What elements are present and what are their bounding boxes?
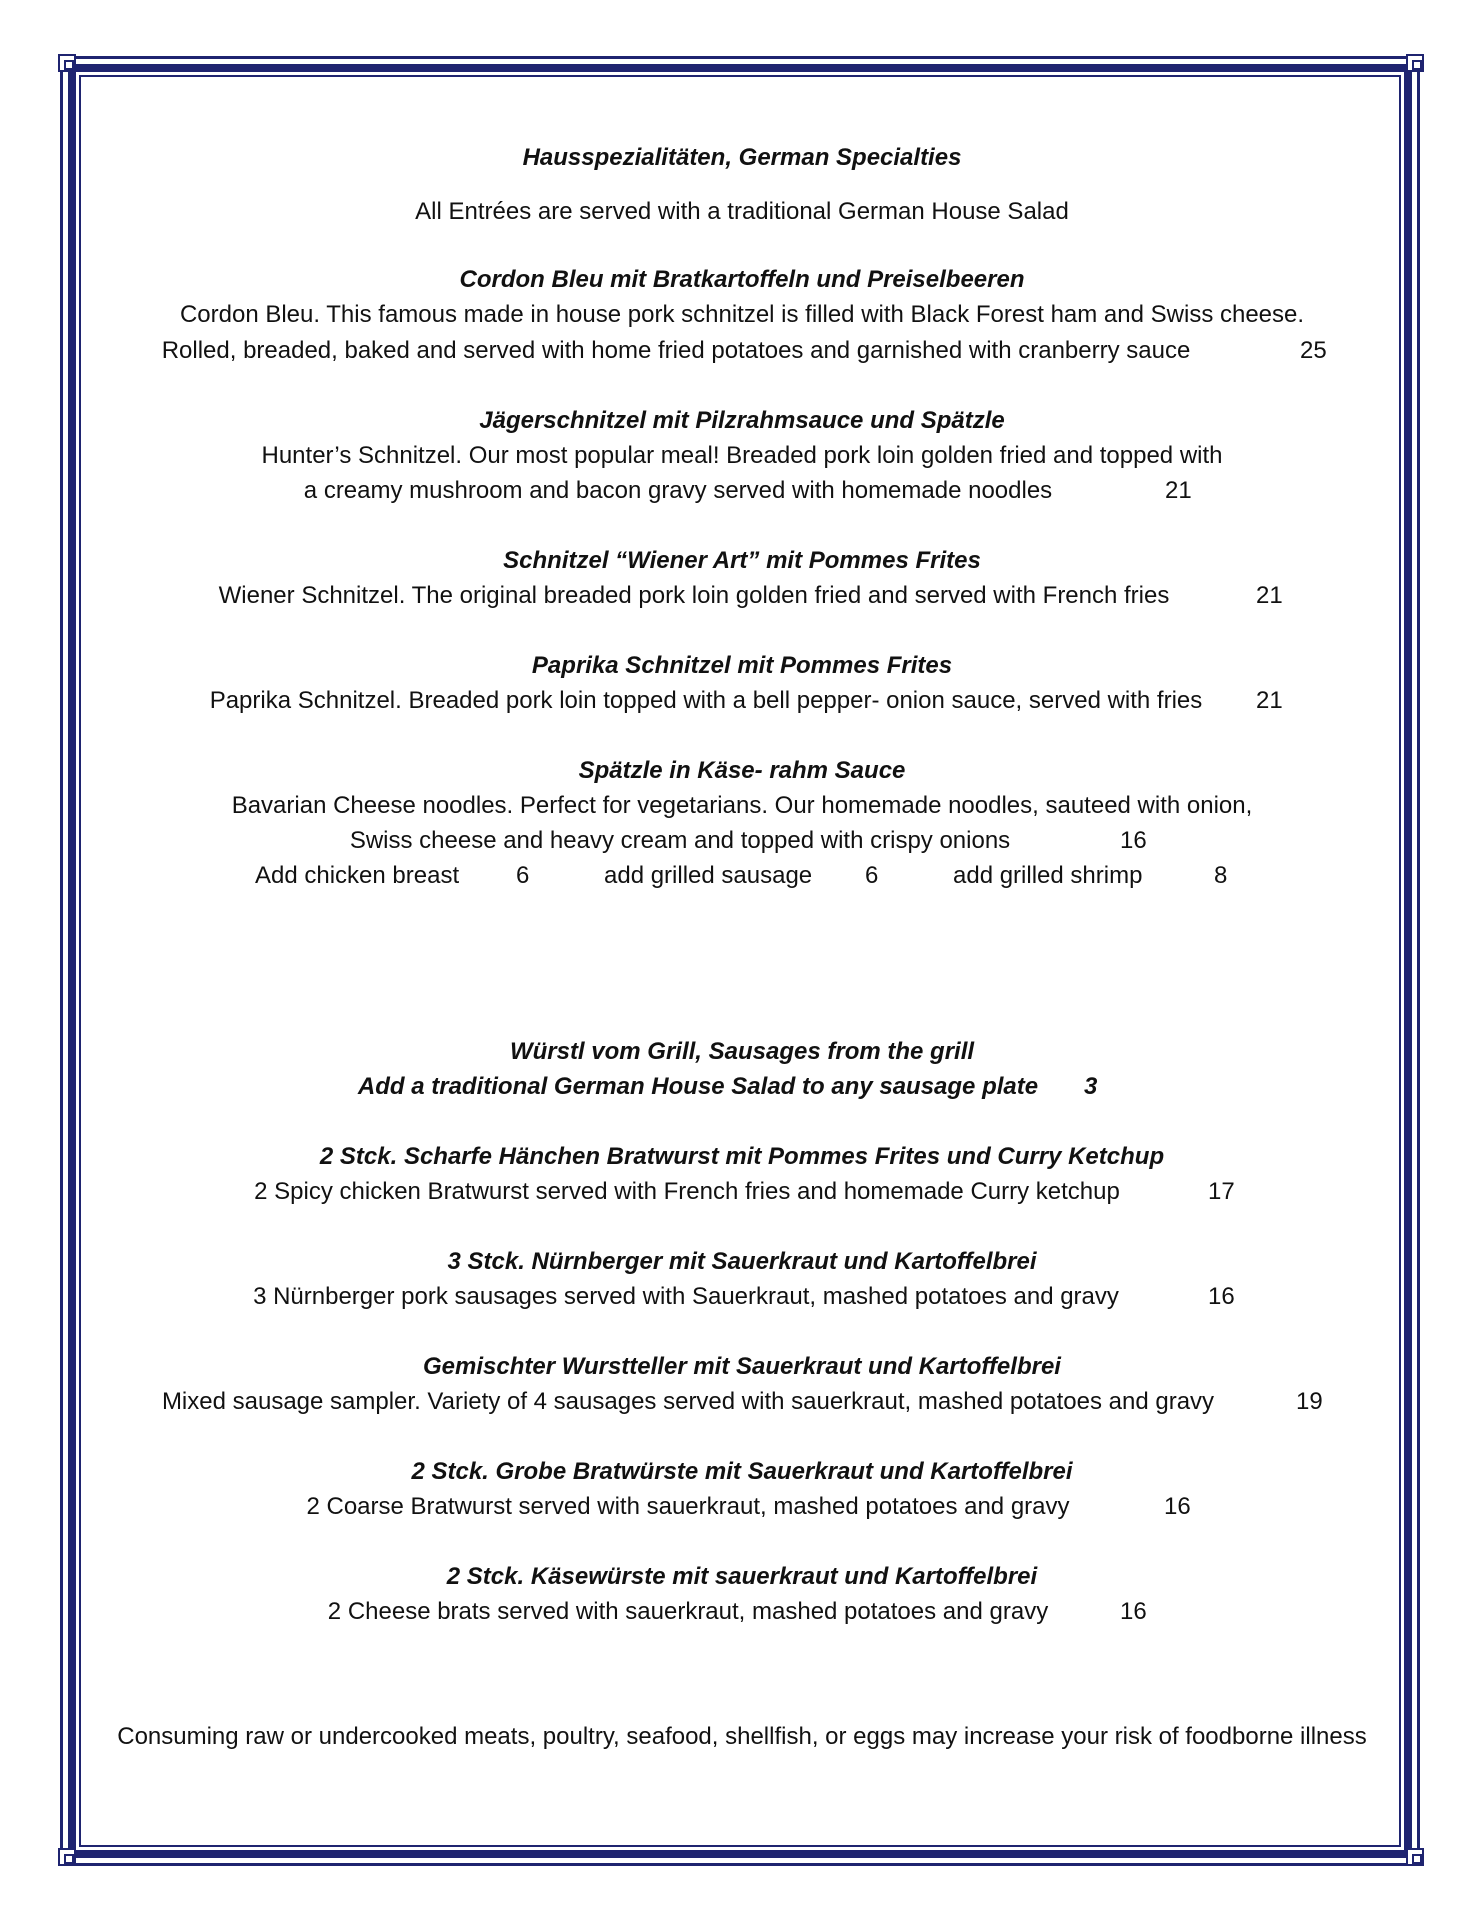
menu-item-description: Hunter’s Schnitzel. Our most popular meal! Breaded pork loin golden fried and topped with — [261, 442, 1223, 469]
menu-item-title: Spätzle in Käse- rahm Sauce — [578, 757, 906, 784]
sausages-subheading: Add a traditional German House Salad to any sausage plate — [357, 1073, 1039, 1100]
menu-item-description: Rolled, breaded, baked and served with home fried potatoes and garnished with cranberry sauce — [161, 337, 1191, 364]
corner-ornament-top-left — [58, 54, 76, 72]
menu-item-price: 25 — [1300, 337, 1327, 364]
menu-item-title: Schnitzel “Wiener Art” mit Pommes Frites — [503, 547, 981, 574]
menu-item-title: 2 Stck. Käsewürste mit sauerkraut und Kartoffelbrei — [446, 1563, 1038, 1590]
menu-item-title: 2 Stck. Scharfe Hänchen Bratwurst mit Pommes Frites und Curry Ketchup — [319, 1143, 1165, 1170]
corner-ornament-top-right — [1406, 54, 1424, 72]
addon-label: add grilled sausage — [604, 862, 813, 889]
corner-ornament-bottom-left — [58, 1848, 76, 1866]
menu-item-description: Bavarian Cheese noodles. Perfect for vegetarians. Our homemade noodles, sauteed with onion, — [231, 792, 1253, 819]
addon-price: 6 — [516, 862, 530, 889]
menu-item-description: Mixed sausage sampler. Variety of 4 sausages served with sauerkraut, mashed potatoes and gravy — [161, 1388, 1215, 1415]
addon-price: 6 — [865, 862, 879, 889]
menu-item-price: 21 — [1256, 582, 1283, 609]
menu-item-price: 16 — [1120, 1598, 1147, 1625]
addon-price: 8 — [1214, 862, 1228, 889]
menu-item-title: Jägerschnitzel mit Pilzrahmsauce und Spätzle — [479, 407, 1005, 434]
menu-item-description: a creamy mushroom and bacon gravy served with homemade noodles — [303, 477, 1053, 504]
corner-ornament-bottom-right — [1406, 1848, 1424, 1866]
menu-item-title: 2 Stck. Grobe Bratwürste mit Sauerkraut und Kartoffelbrei — [411, 1458, 1073, 1485]
menu-item-title: Paprika Schnitzel mit Pommes Frites — [531, 652, 953, 679]
specialties-heading: Hausspezialitäten, German Specialties — [522, 144, 962, 171]
menu-item-price: 21 — [1165, 477, 1192, 504]
menu-item-price: 17 — [1208, 1178, 1235, 1205]
menu-item-title: Cordon Bleu mit Bratkartoffeln und Preiselbeeren — [459, 266, 1025, 293]
menu-item-description: Cordon Bleu. This famous made in house pork schnitzel is filled with Black Forest ham and Swiss cheese. — [179, 301, 1305, 328]
menu-item-price: 19 — [1296, 1388, 1323, 1415]
menu-item-price: 16 — [1164, 1493, 1191, 1520]
sausages-subheading-price: 3 — [1084, 1073, 1098, 1100]
menu-item-description: 2 Spicy chicken Bratwurst served with French fries and homemade Curry ketchup — [254, 1178, 1120, 1205]
menu-item-description: Wiener Schnitzel. The original breaded pork loin golden fried and served with French fries — [218, 582, 1170, 609]
sausages-heading: Würstl vom Grill, Sausages from the grill — [509, 1038, 975, 1065]
menu-item-price: 16 — [1120, 827, 1147, 854]
menu-item-price: 16 — [1208, 1283, 1235, 1310]
menu-item-title: Gemischter Wurstteller mit Sauerkraut und Kartoffelbrei — [423, 1353, 1061, 1380]
menu-item-description: Paprika Schnitzel. Breaded pork loin topped with a bell pepper- onion sauce, served with fries — [209, 687, 1203, 714]
menu-item-description: 2 Coarse Bratwurst served with sauerkraut, mashed potatoes and gravy — [306, 1493, 1070, 1520]
menu-item-description: 2 Cheese brats served with sauerkraut, mashed potatoes and gravy — [327, 1598, 1049, 1625]
menu-item-price: 21 — [1256, 687, 1283, 714]
menu-item-description: Swiss cheese and heavy cream and topped with crispy onions — [349, 827, 1011, 854]
food-safety-disclaimer: Consuming raw or undercooked meats, poultry, seafood, shellfish, or eggs may increase your risk of foodborne illness — [117, 1723, 1367, 1750]
menu-item-description: 3 Nürnberger pork sausages served with Sauerkraut, mashed potatoes and gravy — [253, 1283, 1119, 1310]
specialties-subheading: All Entrées are served with a traditional German House Salad — [415, 198, 1069, 225]
addon-label: Add chicken breast — [255, 862, 460, 889]
menu-item-title: 3 Stck. Nürnberger mit Sauerkraut und Kartoffelbrei — [447, 1248, 1037, 1275]
addon-label: add grilled shrimp — [953, 862, 1143, 889]
